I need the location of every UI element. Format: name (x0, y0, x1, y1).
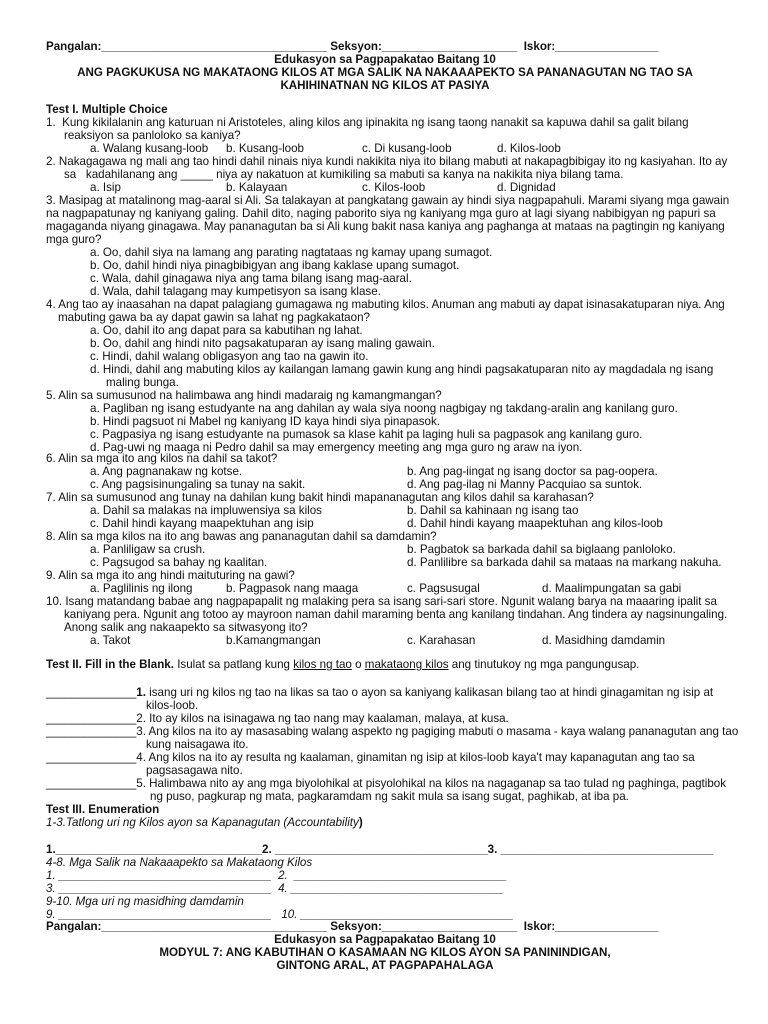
fill-item-2 (46, 712, 509, 725)
q10-option-c: c. Karahasan (407, 634, 476, 647)
answer-blank[interactable]: ______________ (46, 725, 137, 738)
enum-subheading-1-close: ) (358, 816, 363, 829)
q3-option-c: c. Wala, dahil ginagawa niya ang tama bilang isang mag-aaral. (90, 272, 412, 285)
q2-text-line2: sa kadahilanang ang _____ niya ay nakatuon at kumikiling sa mabuti sa kanya na nakikita niya bilang tama. (64, 168, 624, 181)
test3-heading: Test III. Enumeration (46, 803, 160, 816)
q10-text-line2: kaniyang pera. Ngunit ang totoo ay mayroon naman dahil maraming benta ang kanilang tindahan. Ang tindera ay nagsinungaling. (64, 608, 728, 621)
q6-text: 6. Alin sa mga ito ang kilos na dahil sa takot? (46, 452, 278, 465)
enum-row-4-8-a[interactable]: 1. _________________________________ 2. _________________________________ (46, 869, 508, 882)
answer-blank[interactable]: ______________ (46, 777, 137, 790)
answer-blank[interactable]: ______________ (46, 751, 137, 764)
q7-option-a: a. Dahil sa malakas na impluwensiya sa kilos (90, 504, 322, 517)
lesson-title-line2: KAHIHINATNAN NG KILOS AT PASIYA (280, 79, 490, 92)
q5-option-c: c. Pagpasiya ng isang estudyante na pumasok sa klase kahit pa laging huli sa pagpasok ang kanilang guro. (90, 428, 643, 441)
subject-title: Edukasyon sa Pagpapakatao Baitang 10 (274, 53, 496, 66)
q1-option-b: b. Kusang-loob (226, 142, 304, 155)
q1-option-c: c. Di kusang-loob (362, 142, 452, 155)
q9-option-c: c. Pagsusugal (407, 582, 480, 595)
keyword-makataong-kilos: makataong kilos (364, 658, 449, 671)
q10-text-line3: Anong salik ang nakaapekto sa sitwasyong ito? (64, 621, 308, 634)
test2-instr-part1: Isulat sa patlang kung (173, 658, 294, 671)
answer-blank[interactable]: ______________ (46, 712, 137, 725)
fill-item-3-text: 3. Ang kilos na ito ay masasabing walang aspekto ng pagiging mabuti o masama - kaya walang pananagutan ang tao (136, 725, 739, 738)
test2-heading: Test II. Fill in the Blank. (46, 658, 174, 671)
fill-item-5 (46, 777, 726, 790)
q1-option-d: d. Kilos-loob (497, 142, 561, 155)
footer-module-title-line1: MODYUL 7: ANG KABUTIHAN O KASAMAAN NG KILOS AYON SA PANININDIGAN, (159, 946, 611, 959)
q4-option-b: b. Oo, dahil ang hindi nito pagsakatuparan ay isang maling gawain. (90, 337, 435, 350)
lesson-title-line1: ANG PAGKUKUSA NG MAKATAONG KILOS AT MGA SALIK NA NAKAAAPEKTO SA PANANAGUTAN NG TAO SA (77, 66, 693, 79)
q7-option-d: d. Dahil hindi kayang maapektuhan ang kilos-loob (407, 517, 663, 530)
fill-item-1-text: isang uri ng kilos ng tao na likas sa tao o ayon sa kaniyang kalikasan bilang tao at hindi ginagamitan ng isip at (145, 686, 714, 699)
q9-text: 9. Alin sa mga ito ang hindi maituturing na gawi? (46, 569, 295, 582)
footer-name-section-score-line: Pangalan:___________________________________ Seksyon:_____________________ Iskor:________________ (46, 920, 659, 933)
q4-option-d: d. Hindi, dahil ang mabuting kilos ay kailangan lamang gawin kung ang hindi pagsakatuparan nito ay magdadala ng isang (90, 363, 714, 376)
q5-text: 5. Alin sa sumusunod na halimbawa ang hindi madaraig ng kamangmangan? (46, 389, 442, 402)
answer-blank[interactable]: ______________ (46, 686, 137, 699)
fill-item-4-cont: pagsasagawa nito. (146, 764, 243, 777)
q3-option-b: b. Oo, dahil hindi niya pinagbibigyan ang ibang kaklase upang sumagot. (90, 259, 460, 272)
q4-option-a: a. Oo, dahil ito ang dapat para sa kabutihan ng lahat. (90, 324, 363, 337)
test2-instructions (46, 658, 639, 671)
q3-text-line3: magaganda niyang ginagawa. May pananagutan ba si Ali kung bakit nasa kaniya ang paghanga at mataas na pagtingin ng kaniyang (46, 220, 725, 233)
enum-subheading-1-text: 1-3.Tatlong uri ng Kilos ayon sa Kapanagutan (Accountability (46, 816, 359, 829)
q1-text-line2: reaksiyon sa panloloko sa kaniya? (64, 129, 241, 142)
q3-option-d: d. Wala, dahil talagang may kumpetisyon sa isang klase. (90, 285, 381, 298)
q2-option-d: d. Dignidad (497, 181, 556, 194)
name-section-score-line: Pangalan:___________________________________ Seksyon:_____________________ Iskor:________________ (46, 40, 659, 53)
q10-option-b: b.Kamangmangan (226, 634, 321, 647)
fill-item-4-text: 4. Ang kilos na ito ay resulta ng kaalaman, ginamitan ng isip at kilos-loob kaya't may kapanagutan ang tao sa (136, 751, 695, 764)
enum-row-1-3[interactable]: 1.________________________________2. _________________________________3. _________________________________ (46, 843, 714, 856)
q5-option-a: a. Pagliban ng isang estudyante na ang dahilan ay wala siya noong nagbigay ng takdang-aralin ang kanilang guro. (90, 402, 678, 415)
q4-text-line1: 4. Ang tao ay inaasahan na dapat palagiang gumagawa ng mabuting kilos. Anuman ang mabuti ay dapat isinasakatuparan niya. Ang (46, 298, 725, 311)
enum-row-9-10[interactable]: 9. _________________________________ 10. _________________________________ (46, 908, 514, 921)
q1-text-line1: 1. Kung kikilalanin ang katuruan ni Aristoteles, aling kilos ang ipinakita ng isang taong nanakit sa kapuwa dahil sa galit bilang (46, 116, 689, 129)
q9-option-d: d. Maalimpungatan sa gabi (542, 582, 682, 595)
q2-text-line1: 2. Nakagagawa ng mali ang tao hindi dahil ninais niya kundi nakikita niya ito bilang mabuti at nakapagbibigay ito ng kasiyahan. Ito ay (46, 155, 728, 168)
q4-option-d-cont: maling bunga. (106, 376, 179, 389)
q1-option-a: a. Walang kusang-loob (90, 142, 209, 155)
q4-option-c: c. Hindi, dahil walang obligasyon ang tao na gawin ito. (90, 350, 369, 363)
q6-option-b: b. Ang pag-iingat ng isang doctor sa pag-oopera. (407, 465, 658, 478)
q3-text-line2: na nagpapatunay ng kaniyang galing. Dahil dito, naging paborito siya ng kaniyang mga guro at lagi siyang nabibigyan ng papuri sa (46, 207, 716, 220)
test2-instr-part2: o (351, 658, 365, 671)
q6-option-d: d. Ang pag-ilag ni Manny Pacquiao sa suntok. (407, 478, 643, 491)
fill-item-2-text: 2. Ito ay kilos na isinagawa ng tao nang may kaalaman, malaya, at kusa. (136, 712, 509, 725)
fill-item-4 (46, 751, 695, 764)
q9-option-b: b. Pagpasok nang maaga (226, 582, 359, 595)
q8-option-c: c. Pagsugod sa bahay ng kaalitan. (90, 556, 268, 569)
keyword-kilos-ng-tao: kilos ng tao (293, 658, 352, 671)
q3-text-line1: 3. Masipag at matalinong mag-aaral si Ali. Sa talakayan at pangkatang gawain ay hindi siya nagpapahuli. Marami siyang mga gawain (46, 194, 730, 207)
q6-option-c: c. Ang pagsisinungaling sa tunay na sakit. (90, 478, 306, 491)
q2-option-b: b. Kalayaan (226, 181, 288, 194)
q3-text-line4: mga guro? (46, 233, 102, 246)
fill-item-3-cont: kung naisagawa ito. (146, 738, 249, 751)
q8-option-d: d. Panlilibre sa barkada dahil sa mataas na markang nakuha. (407, 556, 722, 569)
fill-item-5-cont: ng puso, pagkurap ng mata, pagkaramdam ng sakit mula sa isang sugat, paghikab, at iba pa. (150, 790, 629, 803)
q8-option-a: a. Panliligaw sa crush. (90, 543, 206, 556)
q10-text-line1: 10. Isang matandang babae ang nagpapapalit ng malaking pera sa isang sari-sari store. Ngunit walang barya na maaaring ipalit sa (46, 595, 717, 608)
q6-option-a: a. Ang pagnanakaw ng kotse. (90, 465, 243, 478)
test1-heading: Test I. Multiple Choice (46, 103, 168, 116)
item-number: 1. (136, 686, 146, 699)
q3-option-a: a. Oo, dahil siya na lamang ang parating nagtataas ng kamay upang sumagot. (90, 246, 493, 259)
fill-item-5-text: 5. Halimbawa nito ay ang mga biyolohikal at pisyolohikal na kilos na nagaganap sa tao tulad ng paghinga, pagtibok (136, 777, 727, 790)
q9-option-a: a. Paglilinis ng ilong (90, 582, 193, 595)
footer-subject-title: Edukasyon sa Pagpapakatao Baitang 10 (274, 933, 496, 946)
q10-option-a: a. Takot (90, 634, 131, 647)
footer-module-title-line2: GINTONG ARAL, AT PAGPAPAHALAGA (276, 959, 494, 972)
enum-row-4-8-b[interactable]: 3. _________________________________ 4. _________________________________ (46, 882, 504, 895)
q7-option-b: b. Dahil sa kahinaan ng isang tao (407, 504, 579, 517)
enum-subheading-2: 4-8. Mga Salik na Nakaaapekto sa Makataong Kilos (46, 856, 313, 869)
q2-option-a: a. Isip (90, 181, 121, 194)
q7-option-c: c. Dahil hindi kayang maapektuhan ang isip (90, 517, 314, 530)
q8-text: 8. Alin sa mga kilos na ito ang bawas ang pananagutan dahil sa damdamin? (46, 530, 437, 543)
fill-item-1 (46, 686, 713, 699)
q4-text-line2: mabuting gawa ba ay dapat gawin sa lahat ng pagkakataon? (58, 311, 370, 324)
q8-option-b: b. Pagbatok sa barkada dahil sa biglaang panloloko. (407, 543, 676, 556)
enum-subheading-1 (46, 816, 363, 829)
q2-option-c: c. Kilos-loob (362, 181, 426, 194)
enum-subheading-3: 9-10. Mga uri ng masidhing damdamin (46, 895, 244, 908)
q5-option-d: d. Pag-uwi ng maaga ni Pedro dahil sa may emergency meeting ang mga guro ng araw na iyon. (90, 441, 583, 454)
test2-instr-part3: ang tinutukoy ng mga pangungusap. (448, 658, 640, 671)
fill-item-3 (46, 725, 738, 738)
q7-text: 7. Alin sa sumusunod ang tunay na dahilan kung bakit hindi mapananagutan ang kilos dahil sa karahasan? (46, 491, 594, 504)
q10-option-d: d. Masidhing damdamin (542, 634, 666, 647)
fill-item-1-cont: kilos-loob. (146, 699, 199, 712)
q5-option-b: b. Hindi pagsuot ni Mabel ng kaniyang ID kaya hindi siya pinapasok. (90, 415, 440, 428)
